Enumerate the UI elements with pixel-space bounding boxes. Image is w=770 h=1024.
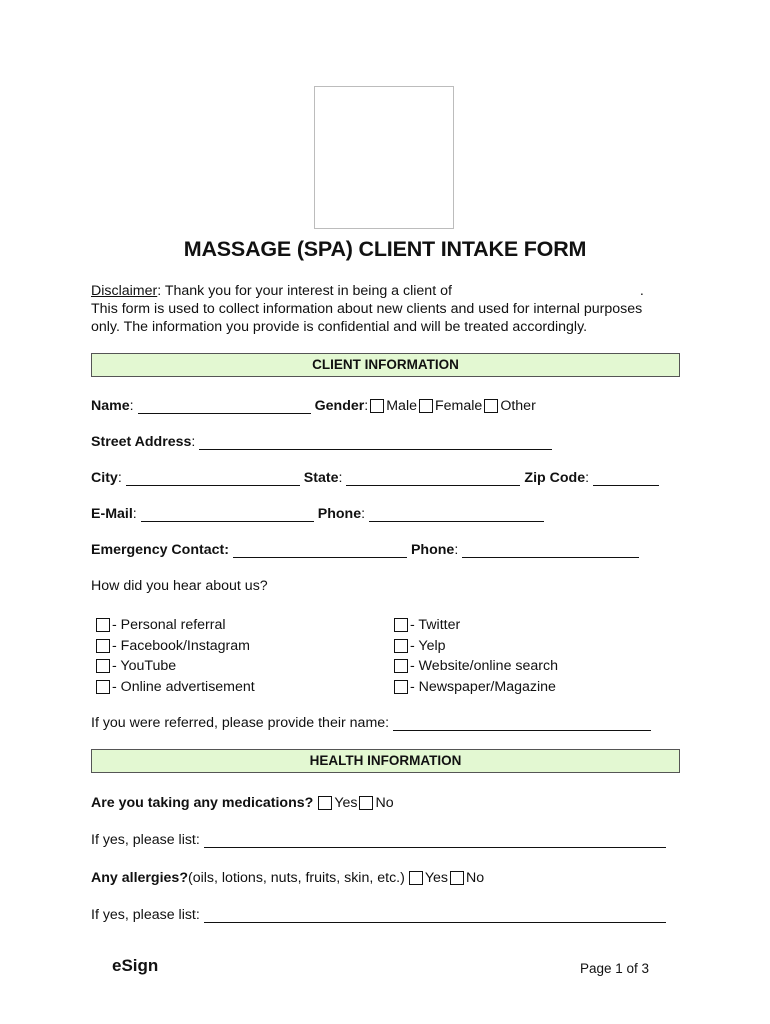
email-phone-row: E-Mail : Phone : [91, 506, 548, 522]
street-field[interactable] [199, 435, 552, 450]
medications-list-field[interactable] [204, 833, 666, 848]
street-row: Street Address : [91, 434, 556, 450]
form-title: MASSAGE (SPA) CLIENT INTAKE FORM [183, 237, 587, 261]
checkbox[interactable] [394, 659, 408, 673]
checkbox[interactable] [96, 680, 110, 694]
phone-label: Phone [317, 506, 362, 522]
hear-question: How did you hear about us? [91, 578, 268, 594]
checkbox[interactable] [394, 639, 408, 653]
checkbox[interactable] [394, 680, 408, 694]
option-website-search[interactable]: - Website/online search [392, 656, 558, 677]
allergies-list-field[interactable] [204, 908, 666, 923]
emergency-phone-label: Phone [410, 542, 455, 558]
option-youtube[interactable]: - YouTube [94, 656, 255, 677]
checkbox[interactable] [394, 618, 408, 632]
gender-other-checkbox[interactable] [484, 399, 498, 413]
email-field[interactable] [141, 507, 314, 522]
option-twitter[interactable]: - Twitter [392, 615, 558, 636]
allergies-list-label: If yes, please list: [91, 907, 200, 923]
option-yelp[interactable]: - Yelp [392, 636, 558, 657]
medications-list-label: If yes, please list: [91, 832, 200, 848]
medications-label: Are you taking any medications? [91, 795, 314, 811]
gender-male-checkbox[interactable] [370, 399, 384, 413]
medications-yes-checkbox[interactable] [318, 796, 332, 810]
phone-field[interactable] [369, 507, 544, 522]
name-gender-row: Name : Gender : Male Female Other [91, 398, 536, 414]
medications-list-row [91, 832, 670, 848]
referred-row [91, 715, 655, 731]
option-personal-referral[interactable]: - Personal referral [94, 615, 255, 636]
medications-row: Are you taking any medications? Yes No [91, 795, 394, 811]
street-label: Street Address [91, 434, 192, 450]
disclaimer-label: Disclaimer [91, 283, 158, 299]
city-field[interactable] [126, 471, 300, 486]
gender-label: Gender [314, 398, 365, 414]
emergency-phone-field[interactable] [462, 543, 639, 558]
page-number: Page 1 of 3 [580, 961, 650, 976]
checkbox[interactable] [96, 639, 110, 653]
medications-no-checkbox[interactable] [359, 796, 373, 810]
zip-label: Zip Code [524, 470, 586, 486]
allergies-no-checkbox[interactable] [450, 871, 464, 885]
disclaimer-line-3: only. The information you provide is confidential and will be treated accordingly. [91, 319, 588, 335]
city-state-zip-row: City : State : Zip Code : [91, 470, 663, 486]
client-information-header: CLIENT INFORMATION [91, 353, 680, 377]
referred-label: If you were referred, please provide their name: [91, 715, 390, 731]
emergency-contact-field[interactable] [233, 543, 407, 558]
health-information-header: HEALTH INFORMATION [91, 749, 680, 773]
state-field[interactable] [346, 471, 520, 486]
logo-placeholder [314, 86, 454, 229]
checkbox[interactable] [96, 659, 110, 673]
email-label: E-Mail [91, 506, 133, 522]
checkbox[interactable] [96, 618, 110, 632]
allergies-yes-checkbox[interactable] [409, 871, 423, 885]
zip-field[interactable] [593, 471, 659, 486]
allergies-hint: (oils, lotions, nuts, fruits, skin, etc.) [188, 870, 405, 886]
name-label: Name [91, 398, 130, 414]
emergency-label: Emergency Contact: [91, 542, 229, 558]
option-newspaper-magazine[interactable]: - Newspaper/Magazine [392, 677, 558, 698]
hear-options-left [94, 615, 255, 698]
state-label: State [303, 470, 339, 486]
disclaimer-line-1: Disclaimer: Thank you for your interest in being a client of . [91, 283, 644, 299]
name-field[interactable] [138, 399, 311, 414]
disclaimer-line-2: This form is used to collect information about new clients and used for internal purposes [91, 301, 643, 317]
emergency-row: Emergency Contact: Phone : [91, 542, 643, 558]
option-online-advertisement[interactable]: - Online advertisement [94, 677, 255, 698]
allergies-label: Any allergies? [91, 870, 188, 886]
gender-female-checkbox[interactable] [419, 399, 433, 413]
referred-name-field[interactable] [393, 716, 651, 731]
option-facebook-instagram[interactable]: - Facebook/Instagram [94, 636, 255, 657]
allergies-row: Any allergies? (oils, lotions, nuts, fruits, skin, etc.) Yes No [91, 870, 485, 886]
allergies-list-row [91, 907, 670, 923]
hear-options-right [392, 615, 558, 698]
esign-logo: eSign [112, 956, 159, 975]
city-label: City [91, 470, 118, 486]
